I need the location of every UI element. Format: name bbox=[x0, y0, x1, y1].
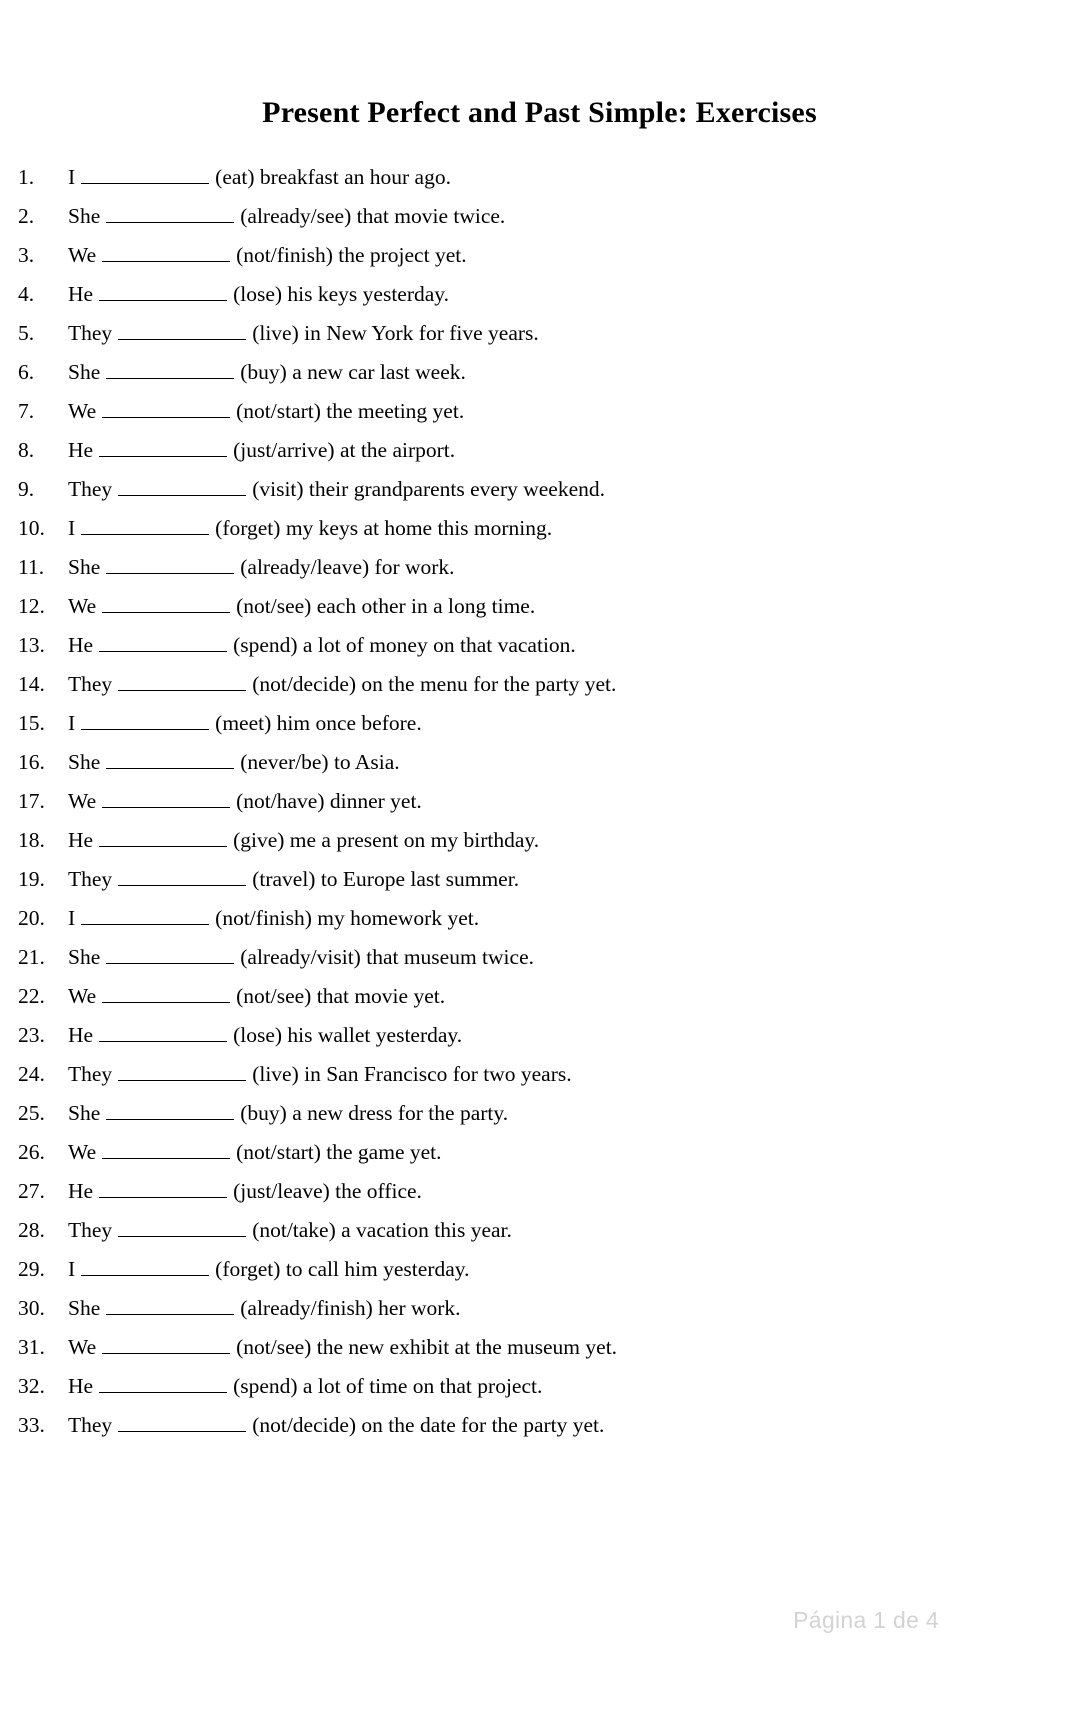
exercise-number: 19. bbox=[18, 867, 45, 891]
exercise-item bbox=[0, 899, 1079, 938]
exercise-sentence bbox=[44, 353, 466, 392]
answer-blank[interactable] bbox=[106, 750, 234, 769]
exercise-prompt: (travel) to Europe last summer. bbox=[252, 867, 520, 891]
exercise-subject: She bbox=[68, 555, 101, 579]
exercise-prompt: (live) in San Francisco for two years. bbox=[252, 1062, 572, 1086]
exercise-number: 5. bbox=[18, 321, 35, 345]
exercise-item bbox=[0, 977, 1079, 1016]
exercise-subject: She bbox=[68, 360, 101, 384]
exercise-item bbox=[0, 548, 1079, 587]
exercise-prompt: (forget) my keys at home this morning. bbox=[215, 516, 553, 540]
exercise-subject: They bbox=[68, 867, 113, 891]
exercise-item bbox=[0, 392, 1079, 431]
exercise-prompt: (not/have) dinner yet. bbox=[236, 789, 422, 813]
exercise-number: 26. bbox=[18, 1140, 45, 1164]
exercise-prompt: (meet) him once before. bbox=[215, 711, 422, 735]
page-number-footer: Página 1 de 4 bbox=[793, 1607, 939, 1633]
answer-blank[interactable] bbox=[102, 243, 230, 262]
exercise-number: 29. bbox=[18, 1257, 45, 1281]
exercise-item bbox=[0, 1328, 1079, 1367]
exercise-item bbox=[0, 1016, 1079, 1055]
answer-blank[interactable] bbox=[99, 633, 227, 652]
exercise-subject: She bbox=[68, 1296, 101, 1320]
exercise-subject: He bbox=[68, 438, 94, 462]
exercise-prompt: (not/take) a vacation this year. bbox=[252, 1218, 512, 1242]
exercise-item bbox=[0, 1133, 1079, 1172]
exercise-number: 17. bbox=[18, 789, 45, 813]
exercise-subject: They bbox=[68, 1413, 113, 1437]
exercise-number: 15. bbox=[18, 711, 45, 735]
exercise-prompt: (eat) breakfast an hour ago. bbox=[215, 165, 451, 189]
exercise-sentence bbox=[44, 977, 445, 1016]
exercise-item bbox=[0, 1094, 1079, 1133]
exercise-number: 27. bbox=[18, 1179, 45, 1203]
exercise-number: 2. bbox=[18, 204, 35, 228]
exercise-sentence bbox=[44, 1172, 422, 1211]
exercise-sentence bbox=[44, 236, 467, 275]
exercise-prompt: (already/finish) her work. bbox=[240, 1296, 461, 1320]
exercise-item bbox=[0, 1250, 1079, 1289]
exercise-prompt: (not/finish) the project yet. bbox=[236, 243, 467, 267]
exercise-number: 1. bbox=[18, 165, 35, 189]
exercise-sentence bbox=[44, 1055, 572, 1094]
exercise-sentence bbox=[44, 587, 535, 626]
exercise-subject: We bbox=[68, 594, 97, 618]
exercise-number: 4. bbox=[18, 282, 35, 306]
exercise-number: 12. bbox=[18, 594, 45, 618]
exercise-prompt: (never/be) to Asia. bbox=[240, 750, 400, 774]
exercise-list bbox=[0, 158, 1079, 1445]
exercise-number: 31. bbox=[18, 1335, 45, 1359]
exercise-sentence bbox=[44, 314, 539, 353]
answer-blank[interactable] bbox=[102, 789, 230, 808]
exercise-sentence bbox=[44, 509, 552, 548]
exercise-number: 8. bbox=[18, 438, 35, 462]
exercise-subject: She bbox=[68, 750, 101, 774]
exercise-sentence bbox=[44, 548, 455, 587]
answer-blank[interactable] bbox=[118, 672, 246, 691]
answer-blank[interactable] bbox=[81, 516, 209, 535]
exercise-prompt: (not/start) the meeting yet. bbox=[236, 399, 465, 423]
exercise-item bbox=[0, 704, 1079, 743]
exercise-subject: They bbox=[68, 321, 113, 345]
exercise-subject: I bbox=[68, 711, 76, 735]
exercise-subject: He bbox=[68, 828, 94, 852]
exercise-subject: I bbox=[68, 165, 76, 189]
answer-blank[interactable] bbox=[99, 1179, 227, 1198]
exercise-subject: We bbox=[68, 789, 97, 813]
exercise-prompt: (visit) their grandparents every weekend. bbox=[252, 477, 606, 501]
exercise-subject: They bbox=[68, 1062, 113, 1086]
exercise-number: 6. bbox=[18, 360, 35, 384]
exercise-prompt: (live) in New York for five years. bbox=[252, 321, 539, 345]
exercise-number: 25. bbox=[18, 1101, 45, 1125]
exercise-sentence bbox=[44, 1250, 470, 1289]
exercise-subject: I bbox=[68, 1257, 76, 1281]
answer-blank[interactable] bbox=[106, 204, 234, 223]
answer-blank[interactable] bbox=[102, 594, 230, 613]
exercise-prompt: (give) me a present on my birthday. bbox=[233, 828, 540, 852]
answer-blank[interactable] bbox=[99, 1374, 227, 1393]
answer-blank[interactable] bbox=[99, 438, 227, 457]
exercise-number: 22. bbox=[18, 984, 45, 1008]
exercise-number: 23. bbox=[18, 1023, 45, 1047]
exercise-sentence bbox=[44, 704, 422, 743]
exercise-item bbox=[0, 782, 1079, 821]
exercise-sentence bbox=[44, 1289, 461, 1328]
exercise-number: 33. bbox=[18, 1413, 45, 1437]
exercise-sentence bbox=[44, 470, 605, 509]
exercise-item bbox=[0, 1055, 1079, 1094]
answer-blank[interactable] bbox=[118, 1218, 246, 1237]
exercise-item bbox=[0, 821, 1079, 860]
exercise-item bbox=[0, 587, 1079, 626]
exercise-sentence bbox=[44, 899, 479, 938]
exercise-item bbox=[0, 1289, 1079, 1328]
answer-blank[interactable] bbox=[118, 1062, 246, 1081]
exercise-prompt: (not/start) the game yet. bbox=[236, 1140, 442, 1164]
exercise-subject: I bbox=[68, 906, 76, 930]
exercise-number: 32. bbox=[18, 1374, 45, 1398]
answer-blank[interactable] bbox=[102, 1335, 230, 1354]
answer-blank[interactable] bbox=[102, 984, 230, 1003]
exercise-item bbox=[0, 431, 1079, 470]
exercise-number: 20. bbox=[18, 906, 45, 930]
exercise-prompt: (already/see) that movie twice. bbox=[240, 204, 506, 228]
exercise-prompt: (not/see) that movie yet. bbox=[236, 984, 446, 1008]
exercise-item bbox=[0, 938, 1079, 977]
exercise-subject: We bbox=[68, 399, 97, 423]
exercise-sentence bbox=[44, 860, 519, 899]
exercise-subject: He bbox=[68, 1179, 94, 1203]
exercise-prompt: (not/see) each other in a long time. bbox=[236, 594, 536, 618]
answer-blank[interactable] bbox=[99, 282, 227, 301]
exercise-prompt: (not/finish) my homework yet. bbox=[215, 906, 480, 930]
exercise-prompt: (buy) a new car last week. bbox=[240, 360, 466, 384]
exercise-prompt: (just/leave) the office. bbox=[233, 1179, 422, 1203]
answer-blank[interactable] bbox=[106, 945, 234, 964]
exercise-sentence bbox=[44, 938, 534, 977]
exercise-number: 11. bbox=[18, 555, 45, 579]
exercise-sentence bbox=[44, 392, 464, 431]
exercise-prompt: (just/arrive) at the airport. bbox=[233, 438, 456, 462]
exercise-item bbox=[0, 1211, 1079, 1250]
exercise-subject: I bbox=[68, 516, 76, 540]
exercise-subject: She bbox=[68, 1101, 101, 1125]
exercise-sentence bbox=[44, 275, 449, 314]
exercise-number: 24. bbox=[18, 1062, 45, 1086]
answer-blank[interactable] bbox=[81, 1257, 209, 1276]
exercise-prompt: (spend) a lot of time on that project. bbox=[233, 1374, 543, 1398]
answer-blank[interactable] bbox=[81, 906, 209, 925]
exercise-item bbox=[0, 509, 1079, 548]
exercise-prompt: (buy) a new dress for the party. bbox=[240, 1101, 509, 1125]
answer-blank[interactable] bbox=[118, 477, 246, 496]
exercise-number: 3. bbox=[18, 243, 35, 267]
exercise-subject: We bbox=[68, 1140, 97, 1164]
exercise-sentence bbox=[44, 1133, 442, 1172]
exercise-subject: He bbox=[68, 633, 94, 657]
exercise-prompt: (spend) a lot of money on that vacation. bbox=[233, 633, 576, 657]
exercise-item bbox=[0, 353, 1079, 392]
exercise-prompt: (not/decide) on the date for the party yet. bbox=[252, 1413, 605, 1437]
exercise-subject: We bbox=[68, 1335, 97, 1359]
exercise-item bbox=[0, 236, 1079, 275]
exercise-subject: He bbox=[68, 1374, 94, 1398]
exercise-subject: She bbox=[68, 204, 101, 228]
exercise-number: 30. bbox=[18, 1296, 45, 1320]
exercise-prompt: (not/decide) on the menu for the party yet. bbox=[252, 672, 617, 696]
answer-blank[interactable] bbox=[99, 1023, 227, 1042]
exercise-sentence bbox=[44, 743, 400, 782]
exercise-subject: He bbox=[68, 1023, 94, 1047]
exercise-sentence bbox=[44, 1094, 508, 1133]
exercise-subject: They bbox=[68, 1218, 113, 1242]
exercise-sentence bbox=[44, 1328, 617, 1367]
answer-blank[interactable] bbox=[106, 1296, 234, 1315]
exercise-item bbox=[0, 1406, 1079, 1445]
answer-blank[interactable] bbox=[118, 1413, 246, 1432]
exercise-number: 28. bbox=[18, 1218, 45, 1242]
exercise-subject: They bbox=[68, 477, 113, 501]
answer-blank[interactable] bbox=[106, 555, 234, 574]
exercise-prompt: (already/leave) for work. bbox=[240, 555, 455, 579]
exercise-item bbox=[0, 314, 1079, 353]
exercise-number: 14. bbox=[18, 672, 45, 696]
exercise-sentence bbox=[44, 1406, 604, 1445]
exercise-sentence bbox=[44, 1016, 462, 1055]
answer-blank[interactable] bbox=[102, 1140, 230, 1159]
exercise-prompt: (already/visit) that museum twice. bbox=[240, 945, 534, 969]
exercise-prompt: (lose) his wallet yesterday. bbox=[233, 1023, 463, 1047]
exercise-number: 10. bbox=[18, 516, 45, 540]
exercise-subject: She bbox=[68, 945, 101, 969]
exercise-sentence bbox=[44, 1211, 512, 1250]
exercise-prompt: (lose) his keys yesterday. bbox=[233, 282, 450, 306]
exercise-item bbox=[0, 197, 1079, 236]
exercise-subject: He bbox=[68, 282, 94, 306]
exercise-item bbox=[0, 1172, 1079, 1211]
exercise-item bbox=[0, 860, 1079, 899]
exercise-item bbox=[0, 665, 1079, 704]
answer-blank[interactable] bbox=[81, 711, 209, 730]
exercise-prompt: (forget) to call him yesterday. bbox=[215, 1257, 470, 1281]
exercise-item bbox=[0, 1367, 1079, 1406]
exercise-prompt: (not/see) the new exhibit at the museum yet. bbox=[236, 1335, 618, 1359]
exercise-item bbox=[0, 275, 1079, 314]
answer-blank[interactable] bbox=[99, 828, 227, 847]
exercise-item bbox=[0, 470, 1079, 509]
exercise-item bbox=[0, 626, 1079, 665]
page-title: Present Perfect and Past Simple: Exercises bbox=[262, 96, 817, 130]
exercise-sentence bbox=[44, 431, 455, 470]
answer-blank[interactable] bbox=[118, 321, 246, 340]
exercise-number: 16. bbox=[18, 750, 45, 774]
exercise-item bbox=[0, 158, 1079, 197]
answer-blank[interactable] bbox=[106, 360, 234, 379]
exercise-number: 13. bbox=[18, 633, 45, 657]
exercise-sentence bbox=[44, 197, 505, 236]
exercise-item bbox=[0, 743, 1079, 782]
exercise-sentence bbox=[44, 1367, 542, 1406]
answer-blank[interactable] bbox=[102, 399, 230, 418]
answer-blank[interactable] bbox=[81, 165, 209, 184]
answer-blank[interactable] bbox=[118, 867, 246, 886]
exercise-subject: We bbox=[68, 984, 97, 1008]
exercise-number: 7. bbox=[18, 399, 35, 423]
exercise-sentence bbox=[44, 821, 539, 860]
answer-blank[interactable] bbox=[106, 1101, 234, 1120]
exercise-sentence bbox=[44, 158, 451, 197]
exercise-number: 18. bbox=[18, 828, 45, 852]
exercise-sentence bbox=[44, 626, 576, 665]
exercise-subject: We bbox=[68, 243, 97, 267]
exercise-subject: They bbox=[68, 672, 113, 696]
exercise-number: 21. bbox=[18, 945, 45, 969]
exercise-sentence bbox=[44, 782, 422, 821]
exercise-sentence bbox=[44, 665, 616, 704]
exercise-number: 9. bbox=[18, 477, 35, 501]
